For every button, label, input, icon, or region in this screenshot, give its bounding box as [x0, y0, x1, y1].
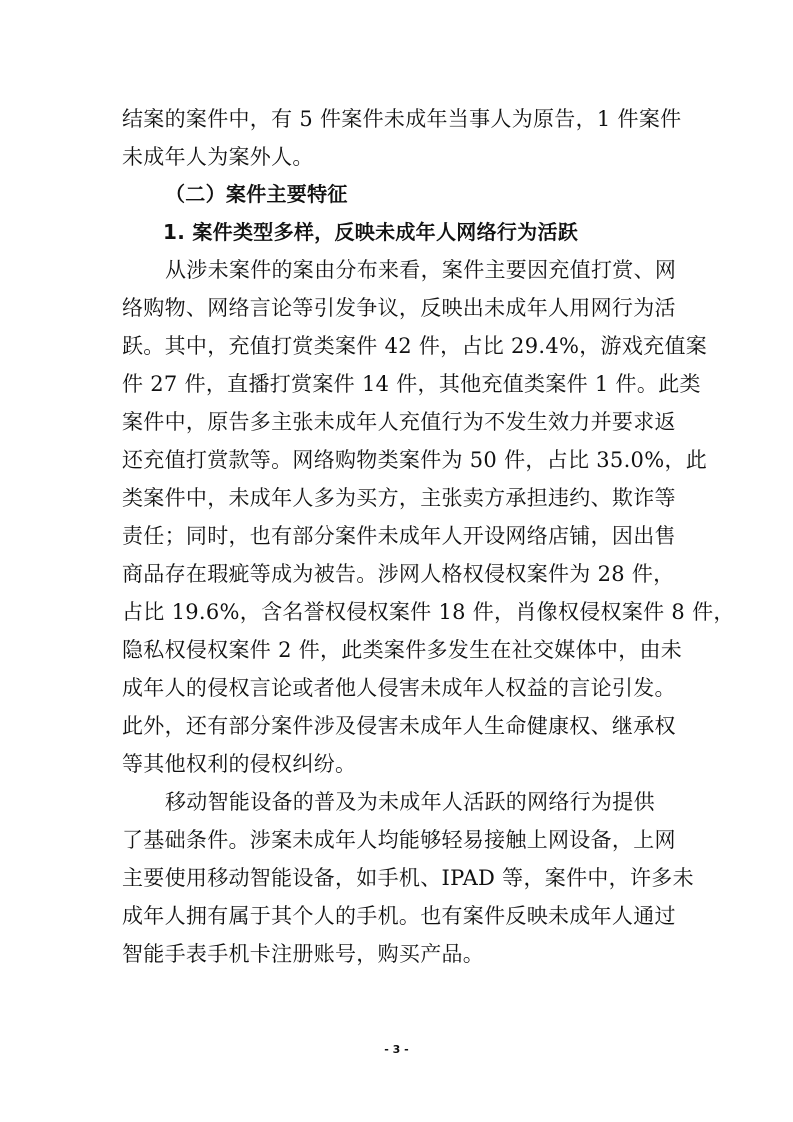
body-text-line: 结案的案件中，有 5 件案件未成年当事人为原告，1 件案件	[122, 107, 682, 131]
body-text-line: 等其他权利的侵权纠纷。	[122, 752, 357, 776]
body-text-line: 商品存在瑕疵等成为被告。涉网人格权侵权案件为 28 件，	[122, 562, 675, 586]
body-text-line: 占比 19.6%，含名誉权侵权案件 18 件，肖像权侵权案件 8 件，	[122, 600, 735, 624]
body-text-line: 类案件中，未成年人多为买方，主张卖方承担违约、欺诈等	[122, 486, 676, 510]
page-number: - 3 -	[384, 1043, 409, 1056]
body-text-line: 跃。其中，充值打赏类案件 42 件，占比 29.4%，游戏充值案	[122, 334, 708, 358]
sub-heading: 1. 案件类型多样，反映未成年人网络行为活跃	[163, 220, 579, 244]
body-text-line: 责任；同时，也有部分案件未成年人开设网络店铺，因出售	[122, 524, 676, 548]
body-text-line: 此外，还有部分案件涉及侵害未成年人生命健康权、继承权	[122, 714, 676, 738]
paragraph-first-line: 移动智能设备的普及为未成年人活跃的网络行为提供	[165, 790, 655, 814]
section-heading: （二）案件主要特征	[165, 182, 348, 206]
body-text-line: 还充值打赏款等。网络购物类案件为 50 件，占比 35.0%，此	[122, 448, 708, 472]
body-text-line: 络购物、网络言论等引发争议，反映出未成年人用网行为活	[122, 296, 676, 320]
body-text-line: 成年人拥有属于其个人的手机。也有案件反映未成年人通过	[122, 904, 676, 928]
body-text-line: 智能手表手机卡注册账号，购买产品。	[122, 942, 485, 966]
paragraph-first-line: 从涉未案件的案由分布来看，案件主要因充值打赏、网	[165, 258, 677, 282]
body-text-line: 隐私权侵权案件 2 件，此类案件多发生在社交媒体中，由未	[122, 638, 683, 662]
body-text-line: 未成年人为案外人。	[122, 145, 314, 169]
body-text-line: 了基础条件。涉案未成年人均能够轻易接触上网设备，上网	[122, 828, 676, 852]
body-text-line: 主要使用移动智能设备，如手机、IPAD 等，案件中，许多未	[122, 866, 694, 890]
body-text-line: 案件中，原告多主张未成年人充值行为不发生效力并要求返	[122, 410, 676, 434]
body-text-line: 件 27 件，直播打赏案件 14 件，其他充值类案件 1 件。此类	[122, 372, 701, 396]
body-text-line: 成年人的侵权言论或者他人侵害未成年人权益的言论引发。	[122, 676, 676, 700]
